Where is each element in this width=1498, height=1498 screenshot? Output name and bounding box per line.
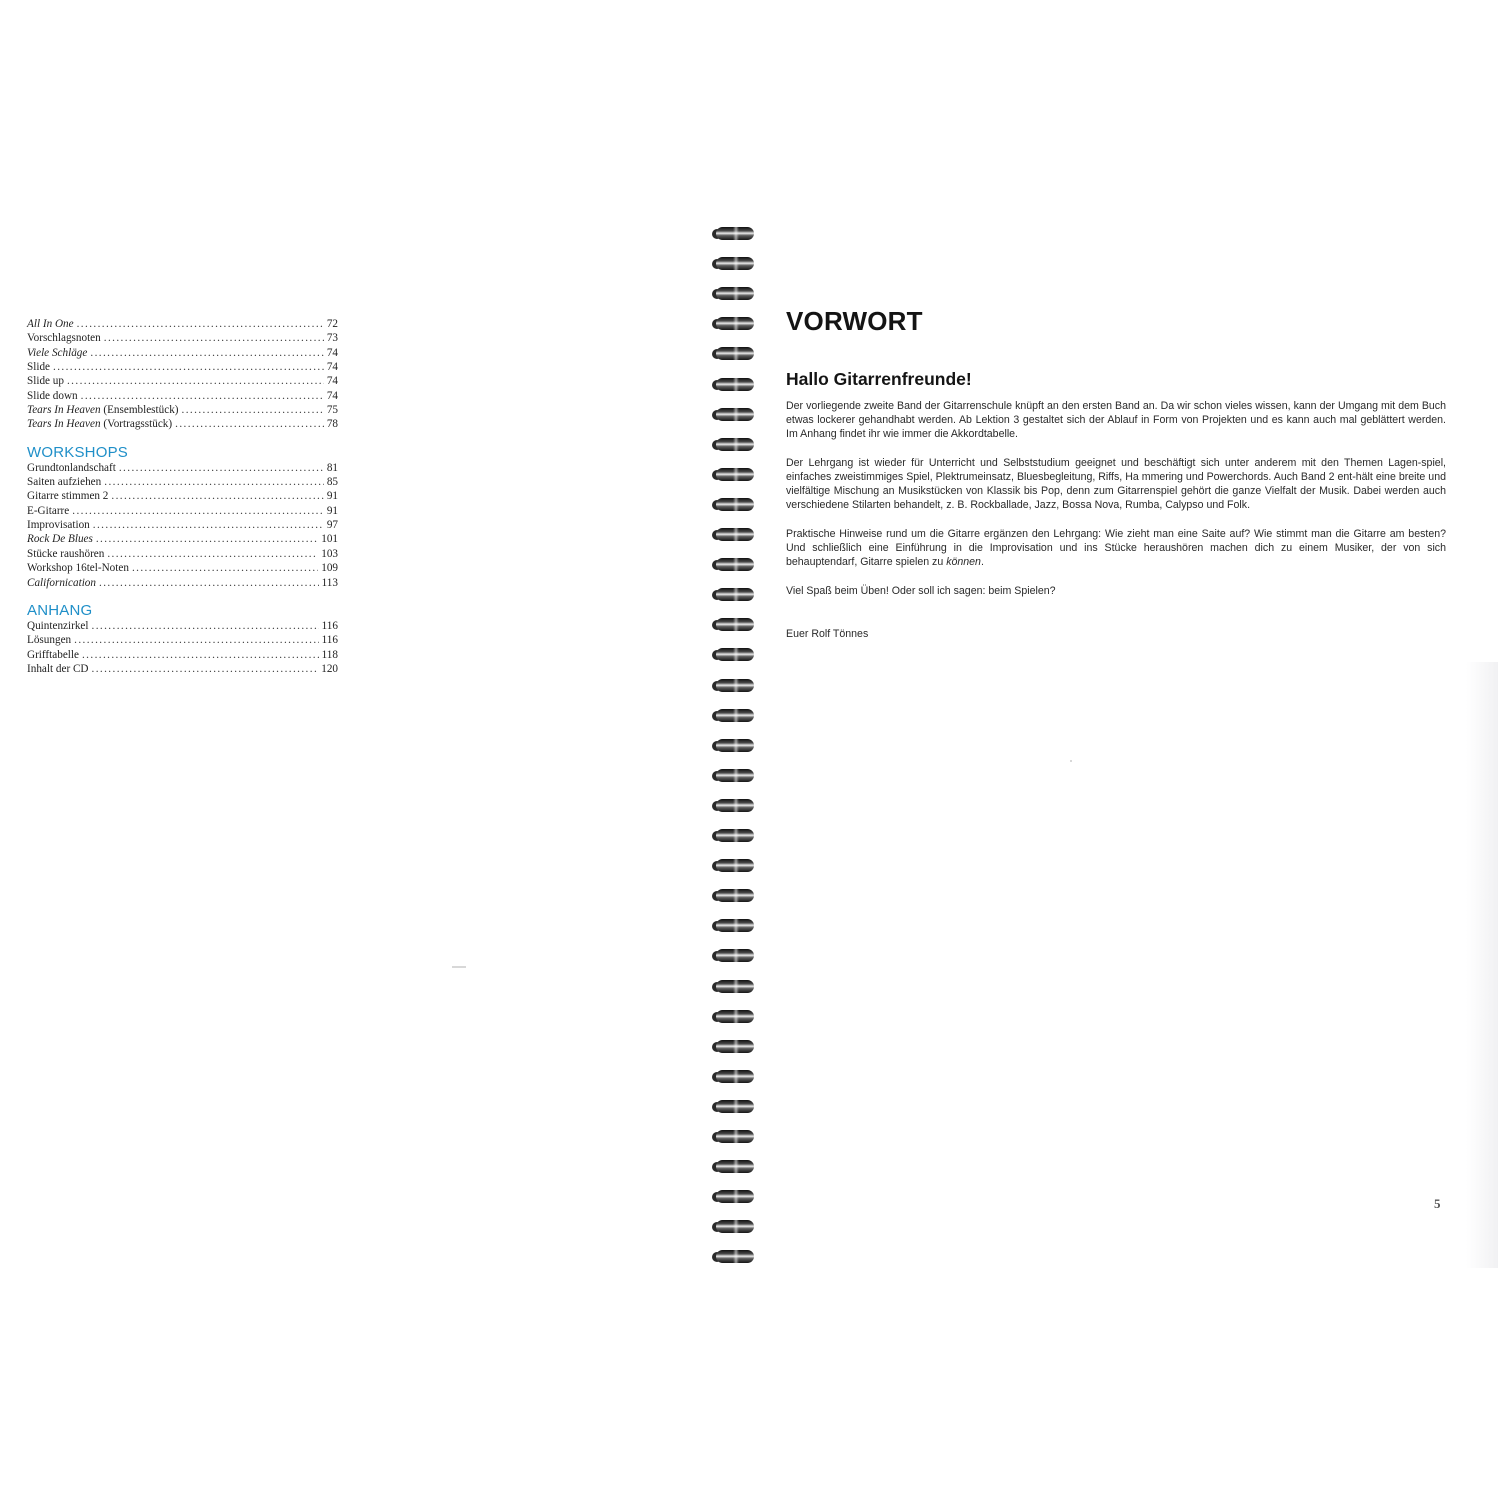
toc-entry-title-text: Workshop 16tel-Noten xyxy=(27,562,129,575)
spiral-ring xyxy=(712,888,756,903)
toc-page-number: 116 xyxy=(321,634,338,647)
spiral-ring xyxy=(712,979,756,994)
toc-page-number: 101 xyxy=(321,533,338,546)
toc-page-number: 85 xyxy=(326,476,338,489)
toc-entry xyxy=(27,475,338,489)
spiral-ring xyxy=(712,346,756,361)
toc-entry-title xyxy=(27,317,74,331)
spiral-binding xyxy=(708,226,764,1271)
spiral-ring xyxy=(712,587,756,602)
toc-page-number: 116 xyxy=(321,619,338,632)
toc-entry-title-text: Viele Schläge xyxy=(27,346,88,359)
toc-dot-leader xyxy=(132,561,318,575)
spiral-ring xyxy=(712,1039,756,1054)
toc-entry-title-text: Inhalt der CD xyxy=(27,662,89,675)
toc-entry xyxy=(27,576,338,590)
toc-dot-leader xyxy=(67,374,324,388)
toc-entry-title-text: Grundtonlandschaft xyxy=(27,461,116,474)
toc-entry-title xyxy=(27,561,129,575)
toc-entry-title xyxy=(27,576,96,590)
spiral-ring xyxy=(712,1189,756,1204)
toc-entry-title xyxy=(27,374,64,388)
toc-entry xyxy=(27,374,338,388)
paragraph-intro: Der vorliegende zweite Band der Gitarrenschule knüpft an den ersten Band an. Da wir schon vieles wissen, kann der Umgang mit dem Buch etwas lockerer gehandhabt werden. Ab Lektion 3 gestaltet sich der Ablauf in Form von Projekten und es kann auch mal geblättert werden. Im Anhang findet ihr wie immer die Akkordtabelle. xyxy=(786,400,1446,441)
spiral-ring xyxy=(712,527,756,542)
toc-entry xyxy=(27,504,338,518)
toc-dot-leader xyxy=(90,346,323,360)
toc-page-number: 74 xyxy=(326,346,338,359)
toc-page-number: 118 xyxy=(321,648,338,661)
spiral-ring xyxy=(712,286,756,301)
toc-entry xyxy=(27,633,338,647)
toc-entry xyxy=(27,489,338,503)
spiral-ring xyxy=(712,437,756,452)
table-of-contents xyxy=(27,317,338,676)
toc-entry-title xyxy=(27,489,108,503)
toc-section-top xyxy=(27,317,338,432)
paper-speck xyxy=(1070,760,1072,762)
spiral-ring xyxy=(712,1249,756,1264)
toc-page-number: 91 xyxy=(326,490,338,503)
toc-entry-title-text: Slide down xyxy=(27,389,78,402)
paragraph-practical-tips xyxy=(786,527,1446,570)
toc-entry-title xyxy=(27,461,116,475)
toc-entry-title xyxy=(27,547,104,561)
spiral-ring xyxy=(712,407,756,422)
page-number: 5 xyxy=(1434,1196,1441,1211)
spiral-ring xyxy=(712,738,756,753)
toc-entry-title-text: E-Gitarre xyxy=(27,504,70,517)
toc-dot-leader xyxy=(72,504,324,518)
toc-page-number: 91 xyxy=(326,504,338,517)
toc-page-number: 72 xyxy=(326,318,338,330)
toc-entry-title xyxy=(27,504,69,518)
toc-page-number: 74 xyxy=(326,361,338,374)
spiral-ring xyxy=(712,557,756,572)
toc-entry-title xyxy=(27,331,101,345)
toc-entry-title-text: Vorschlagsnoten xyxy=(27,332,101,345)
toc-dot-leader xyxy=(81,389,324,403)
toc-entry xyxy=(27,389,338,403)
toc-entry-title xyxy=(27,403,179,417)
toc-entry xyxy=(27,346,338,360)
toc-page-number: 73 xyxy=(326,332,338,345)
toc-entry-title xyxy=(27,417,172,431)
toc-entry-subtitle: (Vortragsstück) xyxy=(100,418,173,431)
toc-entry-title-text: Tears In Heaven xyxy=(27,418,101,431)
toc-entry xyxy=(27,403,338,417)
toc-heading-workshops: WORKSHOPS xyxy=(27,443,128,461)
toc-entry xyxy=(27,518,338,532)
toc-entry xyxy=(27,331,338,345)
toc-entry xyxy=(27,532,338,546)
toc-dot-leader xyxy=(107,547,318,561)
toc-entry-subtitle: (Ensemblestück) xyxy=(100,404,179,417)
spiral-ring xyxy=(712,948,756,963)
preface-page xyxy=(786,304,1446,641)
toc-dot-leader xyxy=(104,331,324,345)
spiral-ring xyxy=(712,316,756,331)
toc-page-number: 120 xyxy=(321,662,338,675)
toc-entry xyxy=(27,662,338,676)
spiral-ring xyxy=(712,708,756,723)
toc-entry-title-text: Rock De Blues xyxy=(27,533,93,546)
spiral-ring xyxy=(712,858,756,873)
spiral-ring xyxy=(712,1219,756,1234)
toc-entry-title-text: Quintenzirkel xyxy=(27,619,89,632)
toc-dot-leader xyxy=(53,360,324,374)
toc-dot-leader xyxy=(175,417,324,431)
paragraph-closing: Viel Spaß beim Üben! Oder soll ich sagen: beim Spielen? xyxy=(786,584,1056,597)
spiral-ring xyxy=(712,1129,756,1144)
toc-entry-title xyxy=(27,633,71,647)
spiral-ring xyxy=(712,226,756,241)
toc-page-number: 78 xyxy=(326,418,338,431)
spiral-ring xyxy=(712,467,756,482)
toc-dot-leader xyxy=(92,662,319,676)
toc-entry-title xyxy=(27,619,89,633)
toc-entry-title-text: All In One xyxy=(27,318,74,330)
spiral-ring xyxy=(712,1069,756,1084)
toc-dot-leader xyxy=(82,648,319,662)
toc-page-number: 109 xyxy=(321,562,338,575)
spiral-ring xyxy=(712,617,756,632)
greeting-heading: Hallo Gitarrenfreunde! xyxy=(786,369,972,389)
toc-entry-title-text: Tears In Heaven xyxy=(27,404,101,417)
toc-dot-leader xyxy=(93,518,324,532)
toc-entry-title-text: Stücke raushören xyxy=(27,547,105,560)
toc-page-number: 81 xyxy=(326,461,338,474)
toc-entry xyxy=(27,648,338,662)
author-signature: Euer Rolf Tönnes xyxy=(786,627,869,640)
toc-entry-title xyxy=(27,475,101,489)
toc-entry-title-text: Gitarre stimmen 2 xyxy=(27,490,109,503)
toc-entry-title-text: Lösungen xyxy=(27,634,72,647)
spiral-ring xyxy=(712,918,756,933)
toc-dot-leader xyxy=(92,619,319,633)
paragraph-practical-tips-end: . xyxy=(980,556,984,569)
toc-dot-leader xyxy=(111,489,323,503)
spiral-ring xyxy=(712,798,756,813)
toc-dot-leader xyxy=(99,576,319,590)
spiral-ring xyxy=(712,1099,756,1114)
toc-heading-anhang: ANHANG xyxy=(27,601,93,619)
toc-entry-title xyxy=(27,532,93,546)
spiral-ring xyxy=(712,828,756,843)
paragraph-course-content: Der Lehrgang ist wieder für Unterricht und Selbststudium geeignet und beschäftigt sich unter anderem mit den Themen Lagen-spiel, einfaches zweistimmiges Spiel, Plektrumeinsatz, Bluesbegleitung, Riffs, Ha mmering und Powerchords. Auch Band 2 ent-hält eine breite und vielfältige Mischung an Musikstücken von Klassik bis Pop, denn zum Gitarrenspiel gehört die ganze Vielfalt der Musik. Dabei werden auch verschiedene Stilarten behandelt, z. B. Rockballade, Jazz, Bossa Nova, Rumba, Calypso und Folk. xyxy=(786,456,1446,512)
toc-dot-leader xyxy=(77,317,324,331)
toc-entry xyxy=(27,461,338,475)
emphasis-word: können xyxy=(946,556,981,569)
toc-entry-title-text: Grifftabelle xyxy=(27,648,79,661)
spiral-ring xyxy=(712,647,756,662)
toc-page-number: 75 xyxy=(326,404,338,417)
toc-entry-title-text: Californication xyxy=(27,576,96,589)
page-edge-shadow xyxy=(1466,662,1498,1268)
spiral-ring xyxy=(712,1159,756,1174)
toc-entry-title xyxy=(27,648,79,662)
toc-dot-leader xyxy=(104,475,324,489)
paper-speck xyxy=(452,966,466,968)
toc-entry xyxy=(27,547,338,561)
toc-section-anhang xyxy=(27,619,338,676)
page-title: VORWORT xyxy=(786,306,923,336)
toc-page-number: 74 xyxy=(326,389,338,402)
toc-dot-leader xyxy=(182,403,324,417)
toc-page-number: 97 xyxy=(326,519,338,532)
toc-entry-title xyxy=(27,389,78,403)
toc-dot-leader xyxy=(119,461,324,475)
toc-entry xyxy=(27,417,338,431)
toc-entry-title xyxy=(27,518,90,532)
toc-page-number: 74 xyxy=(326,375,338,388)
toc-entry xyxy=(27,561,338,575)
toc-page-number: 113 xyxy=(321,576,338,589)
toc-entry xyxy=(27,317,338,331)
toc-entry-title-text: Improvisation xyxy=(27,519,90,532)
toc-entry-title xyxy=(27,662,89,676)
toc-entry-title-text: Saiten aufziehen xyxy=(27,476,102,489)
toc-entry-title-text: Slide xyxy=(27,361,50,374)
spiral-ring xyxy=(712,497,756,512)
spiral-ring xyxy=(712,678,756,693)
toc-page-number: 103 xyxy=(321,547,338,560)
spiral-ring xyxy=(712,768,756,783)
spiral-ring xyxy=(712,256,756,271)
toc-dot-leader xyxy=(74,633,319,647)
spiral-ring xyxy=(712,1009,756,1024)
toc-section-workshops xyxy=(27,461,338,590)
spiral-ring xyxy=(712,377,756,392)
toc-entry xyxy=(27,360,338,374)
toc-entry-title xyxy=(27,360,50,374)
toc-dot-leader xyxy=(96,532,318,546)
toc-entry xyxy=(27,619,338,633)
paragraph-practical-tips-text: Praktische Hinweise rund um die Gitarre ergänzen den Lehrgang: Wie zieht man eine Saite auf? Wie stimmt man die Gitarre am besten? Und schließlich eine Einführung in die Improvisation und ins Stücke heraushören machen dich zu einem Musiker, der von sich behauptendarf, Gitarre spielen zu xyxy=(786,527,1446,569)
toc-entry-title xyxy=(27,346,87,360)
toc-entry-title-text: Slide up xyxy=(27,375,64,388)
